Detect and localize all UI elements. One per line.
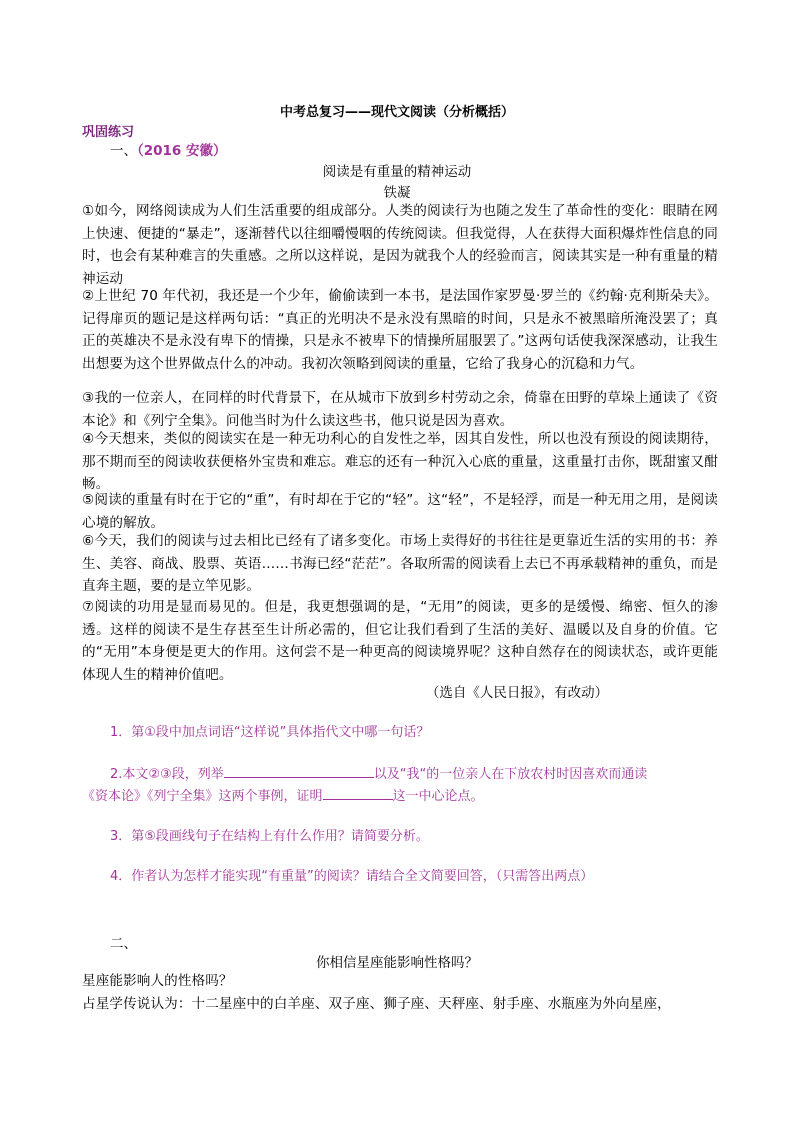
question-2-prefix: 2.本文②③段，列举 <box>110 767 224 782</box>
paragraph-6: ⑥今天，我们的阅读与过去相比已经有了诸多变化。市场上卖得好的书往往是更靠近生活的实用的书：养生、美容、商战、股票、英语……书海已经“茫茫”。各取所需的阅读看上去已不再承载精神的重负，而是直奔主题，要的是立竿见影。 <box>82 533 718 594</box>
part1-heading <box>110 139 227 159</box>
paragraph-5: ⑤阅读的重量有时在于它的“重”，有时却在于它的“轻”。这“轻”，不是轻浮，而是一种无用之用，是阅读心境的解放。 <box>82 492 718 531</box>
part2-number: 二、 <box>110 936 137 952</box>
paragraph-1: ①如今，网络阅读成为人们生活重要的组成部分。人类的阅读行为也随之发生了革命性的变化：眼睛在网上快速、便捷的“暴走”，逐渐替代以往细嚼慢咽的传统阅读。但我觉得，人在获得大面积爆炸性信息的同时，也会有某种难言的失重感。之所以这样说，是因为就我个人的经验而言，阅读其实是一种有重量的精神运动 <box>82 203 718 287</box>
essay-title: 阅读是有重量的精神运动 <box>322 164 472 180</box>
question-1: 1．第①段中加点词语“这样说”具体指代文中哪一句话？ <box>110 725 430 740</box>
paragraph-4: ④今天想来，类似的阅读实在是一种无功利心的自发性之举，因其自发性，所以也没有预设的阅读期待，那不期而至的阅读收获便格外宝贵和难忘。难忘的还有一种沉入心底的重量，这重量打击你，既甜蜜又酣畅。 <box>82 431 718 492</box>
question-4: 4．作者认为怎样才能实现“有重量”的阅读？请结合全文简要回答，（只需答出两点） <box>110 869 594 884</box>
part2-line-2: 占星学传说认为：十二星座中的白羊座、双子座、狮子座、天秤座、射手座、水瓶座为外向星座， <box>82 996 671 1012</box>
question-3: 3．第⑤段画线句子在结构上有什么作用？请简要分析。 <box>110 829 429 844</box>
answer-blank-1[interactable] <box>224 763 374 778</box>
question-2-line2-suffix: 这一中心论点。 <box>392 789 484 804</box>
question-2 <box>110 763 730 786</box>
document-title: 中考总复习——现代文阅读（分析概括） <box>279 105 514 120</box>
paragraph-2: ②上世纪 70 年代初，我还是一个少年，偷偷读到一本书，是法国作家罗曼·罗兰的《约翰·克利斯朵夫》。记得扉页的题记是这样两句话：“真正的光明决不是永没有黑暗的时间，只是永不被黑暗所淹没罢了；真正的英雄决不是永没有卑下的情操，只是永不被卑下的情操所屈服罢了。”这两句话使我深深感动，让我生出想要为这个世界做点什么的冲动。我初次领略到阅读的重量，它给了我身心的沉稳和力气。 <box>82 288 718 372</box>
paragraph-3: ③我的一位亲人，在同样的时代背景下，在从城市下放到乡村劳动之余，倚靠在田野的草垛上通读了《资本论》和《列宁全集》。问他当时为什么读这些书，他只说是因为喜欢。 <box>82 390 718 429</box>
part1-source: （2016 安徽） <box>137 143 227 159</box>
question-2-middle: 以及“我“的一位亲人在下放农村时因喜欢而通读 <box>373 767 648 782</box>
question-2-line2 <box>82 785 702 808</box>
question-2-line2-prefix: 《资本论》《列宁全集》这两个事例，证明 <box>82 789 323 804</box>
source-note: （选自《人民日报》，有改动） <box>425 685 609 701</box>
essay-author: 铁凝 <box>383 185 411 201</box>
paragraph-7: ⑦阅读的功用是显而易见的。但是，我更想强调的是，“无用”的阅读，更多的是缓慢、绵密、恒久的渗透。这样的阅读不是生存甚至生计所必需的，但它让我们看到了生活的美好、温暖以及自身的价值。它的“无用”本身便是更大的作用。这何尝不是一种更高的阅读境界呢？这种自然存在的阅读状态，或许更能体现人生的精神价值吧。 <box>82 599 718 683</box>
section-label: 巩固练习 <box>82 125 135 140</box>
answer-blank-2[interactable] <box>323 785 393 800</box>
part2-line-1: 星座能影响人的性格吗？ <box>82 973 233 989</box>
part2-essay-title: 你相信星座能影响性格吗？ <box>316 955 478 971</box>
part1-number: 一、 <box>110 143 137 159</box>
